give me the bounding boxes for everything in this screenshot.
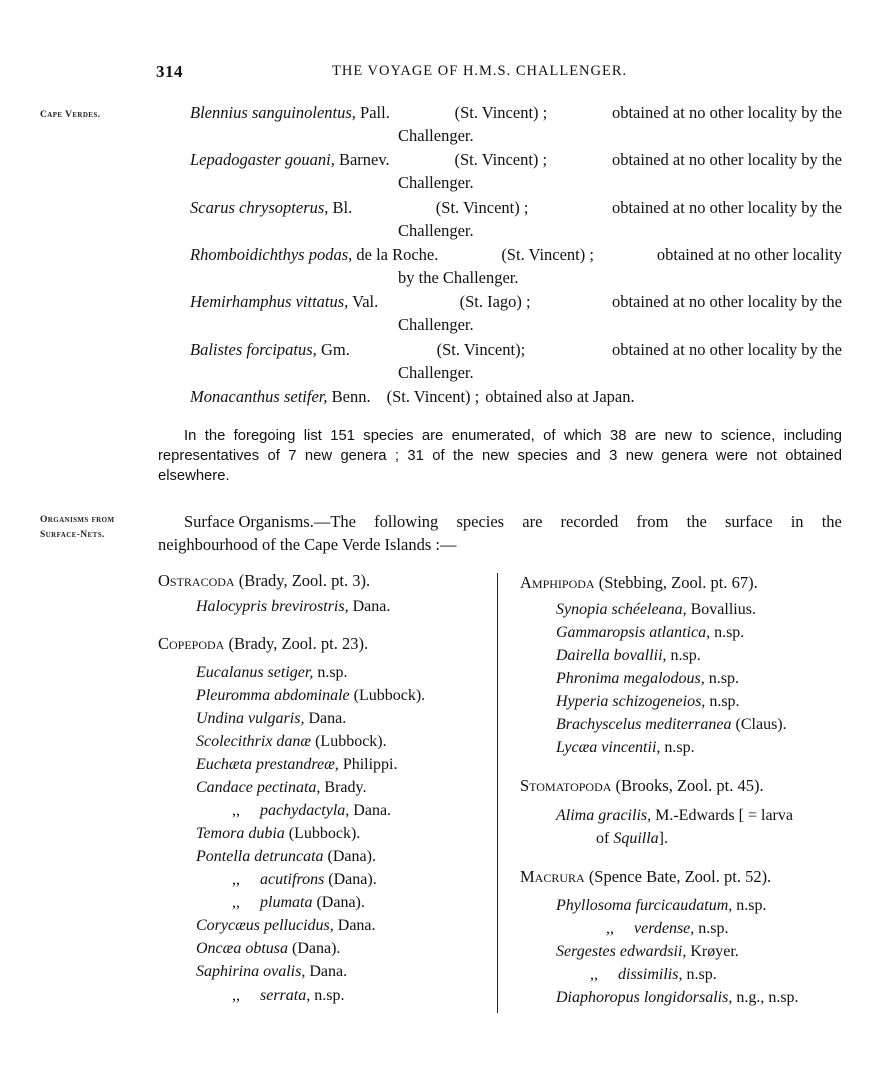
species-author: Gm. (320, 340, 350, 359)
species-name: Candace pectinata, (196, 779, 321, 796)
intro-word: surface (724, 512, 773, 531)
species-item (556, 691, 740, 714)
species-author: n.sp. (664, 739, 695, 756)
summary-text: In the foregoing list 151 species are enumerated, of which 38 are new to science, including representatives of 7 new genera ; 31 of the new species and 3 new genera were not obtained elsewhere. (158, 428, 842, 484)
running-title: THE VOYAGE OF H.M.S. CHALLENGER. (332, 63, 628, 79)
species-item (556, 714, 787, 737)
species-item (196, 685, 425, 708)
species-author: Krøyer. (690, 943, 739, 960)
ditto-mark: ,, (590, 966, 598, 983)
species-author: M.-Edwards [ = larva (655, 807, 793, 824)
species-item (556, 668, 739, 691)
species-item (556, 737, 695, 760)
intro-word: the (821, 512, 842, 531)
species-author: Dana. (352, 598, 391, 615)
species-name: Blennius sanguinolentus, (190, 103, 356, 122)
species-name: verdense, (634, 920, 695, 937)
species-item (196, 938, 340, 961)
species-author: n.sp. (670, 647, 701, 664)
species-item (232, 869, 377, 892)
species-name: Pleuromma abdominale (196, 687, 350, 704)
species-name: Alima gracilis, (556, 807, 652, 824)
species-author: Benn. (331, 387, 371, 406)
species-note: obtained at no other locality by the (611, 292, 842, 311)
summary-paragraph (158, 426, 842, 486)
group-source: (Brady, Zool. pt. 3). (238, 571, 371, 590)
group-name: Amphipoda (520, 573, 595, 592)
group-heading (520, 775, 764, 797)
species-author: n.sp. (709, 693, 740, 710)
species-author: Dana. (308, 710, 347, 727)
species-author: n.g., n.sp. (736, 989, 799, 1006)
species-name: Brachyscelus mediterranea (556, 716, 732, 733)
species-name: Corycæus pellucidus, (196, 917, 334, 934)
species-item (232, 892, 365, 915)
species-item (196, 754, 398, 777)
species-note-cont: Challenger. (398, 173, 474, 192)
intro-word: species (456, 512, 505, 531)
species-note-cont: Challenger. (398, 126, 474, 145)
species-name: Sergestes edwardsii, (556, 943, 687, 960)
species-author: of (596, 830, 610, 847)
species-name: Saphirina ovalis, (196, 963, 306, 980)
species-author: (Claus). (735, 716, 787, 733)
species-entry (190, 290, 842, 336)
species-author: n.sp. (686, 966, 717, 983)
group-source: (Brady, Zool. pt. 23). (228, 634, 369, 653)
species-note-cont: Challenger. (398, 363, 474, 382)
ditto-mark: ,, (606, 920, 614, 937)
species-name: Pontella detruncata (196, 848, 324, 865)
species-author: (Dana). (292, 940, 341, 957)
species-note-cont: Challenger. (398, 221, 474, 240)
species-name: Lepadogaster gouani, (190, 150, 335, 169)
species-author: (Lubbock). (315, 733, 387, 750)
margin-note-cape-verdes: Cape Verdes. (40, 110, 101, 120)
species-name: Oncæa obtusa (196, 940, 288, 957)
species-author: n.sp. (317, 664, 348, 681)
species-locality: (St. Iago) ; (459, 292, 531, 311)
species-item (196, 596, 390, 619)
group-name: Stomatopoda (520, 776, 612, 795)
species-locality: (St. Vincent) ; (435, 198, 529, 217)
species-item (196, 708, 346, 731)
species-item (590, 964, 717, 987)
margin-note-line: Surface-Nets. (40, 530, 105, 540)
species-author: Brady. (324, 779, 367, 796)
species-author: n.sp. (714, 624, 745, 641)
species-item (196, 846, 376, 869)
species-author: n.sp. (708, 670, 739, 687)
species-name: Rhomboidichthys podas, (190, 245, 353, 264)
species-note: obtained at no other locality by the (611, 340, 842, 359)
group-source: (Spence Bate, Zool. pt. 52). (588, 867, 772, 886)
species-item (556, 805, 793, 828)
species-name: Phyllosoma furcicaudatum, (556, 897, 733, 914)
species-author: Val. (352, 292, 379, 311)
species-item (196, 823, 360, 846)
species-author: Philippi. (342, 756, 398, 773)
ditto-mark: ,, (232, 802, 240, 819)
species-name: Gammaropsis atlantica, (556, 624, 711, 641)
species-name: Scarus chrysopterus, (190, 198, 329, 217)
species-name: Squilla (613, 830, 659, 847)
species-entry (190, 338, 842, 384)
species-author: n.sp. (736, 897, 767, 914)
species-name: Hemirhamphus vittatus, (190, 292, 349, 311)
column-divider (497, 573, 498, 1013)
species-locality: (St. Vincent) ; (454, 150, 548, 169)
species-entry (190, 196, 842, 242)
margin-note-line: Organisms from (40, 515, 115, 525)
species-author: Bl. (332, 198, 353, 217)
species-locality: (St. Vincent) ; (501, 245, 594, 264)
group-heading (520, 572, 758, 594)
species-item (232, 985, 344, 1008)
species-name: Synopia schéeleana, (556, 601, 687, 618)
group-heading (158, 633, 368, 655)
intro-word: following (374, 512, 439, 531)
species-name: serrata, (260, 987, 311, 1004)
species-locality: (St. Vincent) ; (454, 103, 548, 122)
group-heading (520, 866, 771, 888)
species-name: acutifrons (260, 871, 325, 888)
species-name: pachydactyla, (260, 802, 350, 819)
species-author: n.sp. (314, 987, 345, 1004)
species-author: (Dana). (327, 848, 376, 865)
group-source: (Stebbing, Zool. pt. 67). (598, 573, 758, 592)
species-name: dissimilis, (618, 966, 683, 983)
species-note: obtained also at Japan. (485, 387, 635, 406)
species-name: Lycæa vincentii, (556, 739, 661, 756)
species-item (556, 622, 744, 645)
group-source: (Brooks, Zool. pt. 45). (615, 776, 764, 795)
species-author: (Lubbock). (353, 687, 426, 704)
group-heading (158, 570, 370, 592)
species-name: Hyperia schizogeneios, (556, 693, 706, 710)
species-item (196, 777, 366, 800)
intro-word: the (686, 512, 707, 531)
page-number: 314 (156, 62, 183, 81)
ditto-mark: ,, (232, 987, 240, 1004)
ditto-mark: ,, (232, 871, 240, 888)
species-author: Bovallius. (690, 601, 756, 618)
species-entry (190, 243, 842, 289)
species-entry (190, 101, 842, 147)
species-name: Balistes forcipatus, (190, 340, 317, 359)
species-entry (190, 148, 842, 194)
species-author: n.sp. (698, 920, 729, 937)
species-author: Dana. (309, 963, 348, 980)
species-name: Undina vulgaris, (196, 710, 305, 727)
species-author: Pall. (360, 103, 390, 122)
species-name: Temora dubia (196, 825, 285, 842)
species-name: Halocypris brevirostris, (196, 598, 349, 615)
surface-intro-line2: neighbourhood of the Cape Verde Islands :— (158, 535, 457, 554)
margin-note-organisms (40, 513, 114, 543)
species-note: obtained at no other locality by the (611, 198, 842, 217)
species-author: Barnev. (338, 150, 390, 169)
species-entry (190, 385, 842, 408)
species-item (196, 662, 348, 685)
species-name: Phronima megalodous, (556, 670, 705, 687)
surface-intro (158, 510, 842, 556)
species-note-cont: by the Challenger. (398, 268, 519, 287)
species-author: de la Roche. (356, 245, 439, 264)
group-name: Macrura (520, 867, 585, 886)
intro-word: from (636, 512, 669, 531)
species-name: plumata (260, 894, 313, 911)
species-item (556, 599, 756, 622)
species-item (556, 645, 701, 668)
species-author: (Lubbock). (288, 825, 361, 842)
species-item (196, 961, 347, 984)
species-author: Dana. (353, 802, 392, 819)
species-item (556, 895, 767, 918)
species-item (556, 987, 799, 1010)
species-author: (Dana). (328, 871, 377, 888)
species-locality: (St. Vincent) ; (386, 387, 480, 406)
species-note: obtained at no other locality by the (611, 150, 842, 169)
species-name: Diaphoropus longidorsalis, (556, 989, 733, 1006)
intro-word: Surface Organisms.—The (184, 512, 356, 531)
species-item (606, 918, 729, 941)
species-item (196, 915, 376, 938)
intro-word: in (790, 512, 804, 531)
intro-word: recorded (560, 512, 619, 531)
species-locality: (St. Vincent); (436, 340, 526, 359)
bracket-close: ]. (658, 830, 668, 847)
species-note: obtained at no other locality by the (611, 103, 842, 122)
species-item (556, 941, 739, 964)
species-name: Scolecithrix danæ (196, 733, 312, 750)
species-author: Dana. (337, 917, 376, 934)
species-note-cont: Challenger. (398, 315, 474, 334)
species-name: Monacanthus setifer, (190, 387, 328, 406)
species-author: (Dana). (316, 894, 365, 911)
intro-word: are (522, 512, 543, 531)
surface-intro-line1 (158, 510, 842, 533)
species-item (196, 731, 387, 754)
species-name: Euchæta prestandreæ, (196, 756, 339, 773)
ditto-mark: ,, (232, 894, 240, 911)
group-name: Ostracoda (158, 571, 235, 590)
group-name: Copepoda (158, 634, 225, 653)
species-name: Eucalanus setiger, (196, 664, 314, 681)
species-note: obtained at no other locality (656, 245, 842, 264)
species-name: Dairella bovallii, (556, 647, 667, 664)
species-item (232, 800, 391, 823)
species-item (596, 828, 668, 851)
